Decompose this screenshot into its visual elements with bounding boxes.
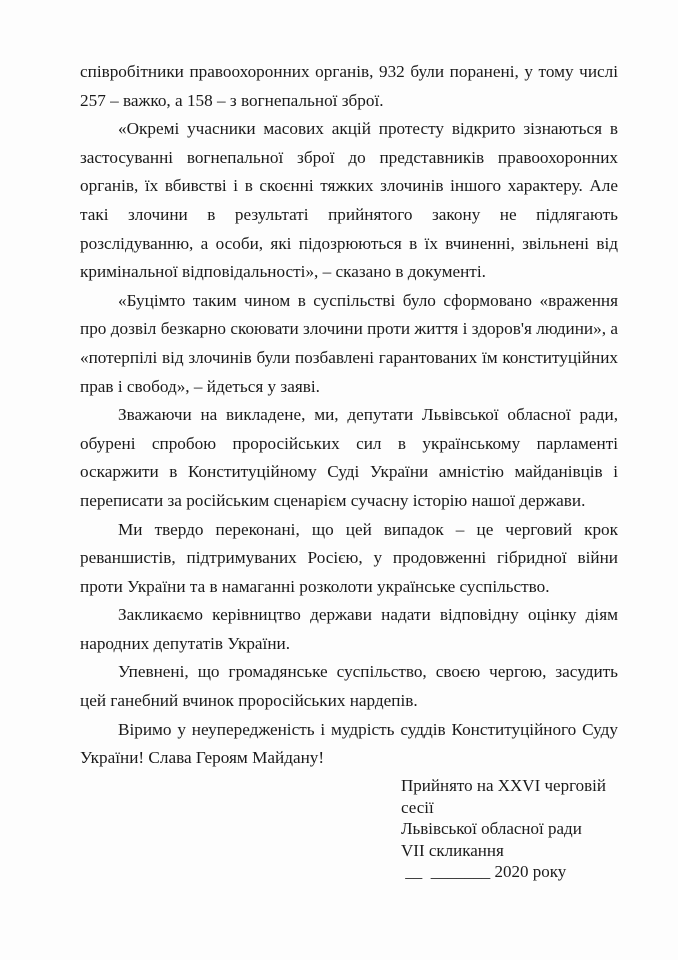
signature-line-convocation: VII скликання <box>401 840 504 860</box>
paragraph-impunity-quote: «Буцімто таким чином в суспільстві було сформовано «враження про дозвіл безкарно скоювати злочини проти життя і здоров'я людини», а «потерпілі від злочинів були позбавлені гарантованих їм конституційних прав і свобод», – йдеться у заяві. <box>80 290 618 396</box>
paragraph-conviction: Ми твердо переконані, що цей випадок – це черговий крок реваншистів, підтримуваних Росією, у продовженні гібридної війни проти України та в намаганні розколоти українське суспільство. <box>80 519 618 596</box>
adoption-signature-block <box>401 775 606 883</box>
paragraph-casualties: співробітники правоохоронних органів, 932 були поранені, у тому числі 257 – важко, а 158 – з вогнепальної зброї. <box>80 62 618 110</box>
signature-line-date: __ _______ 2020 року <box>401 862 567 881</box>
paragraph-appeal: Закликаємо керівництво держави надати відповідну оцінку діям народних депутатів України. <box>80 605 618 653</box>
signature-line-council: Львівської обласної ради <box>401 819 582 838</box>
paragraph-deputies-statement: Зважаючи на викладене, ми, депутати Львівської обласної ради, обурені спробою проросійських сил в українському парламенті оскаржити в Конституційному Суді України амністію майданівців і переписати за російським сценарієм сучасну історію нашої держави. <box>80 405 618 510</box>
paragraph-closing: Віримо у неупередженість і мудрість суддів Конституційного Суду України! Слава Героям Майдану! <box>80 719 618 768</box>
paragraph-civil-society: Упевнені, що громадянське суспільство, своєю чергою, засудить цей ганебний вчинок проросійських нардепів. <box>80 662 618 711</box>
signature-line-session-word: сесії <box>401 797 434 817</box>
signature-line-session: Прийнято на XXVI черговій <box>401 776 606 795</box>
document-body <box>80 58 618 773</box>
paragraph-protesters-quote: «Окремі учасники масових акцій протесту відкрито зізнаються в застосуванні вогнепальної зброї до представників правоохоронних органів, їх вбивстві і в скоєнні тяжких злочинів іншого характеру. Але такі злочини в результаті прийнятого закону не підлягають розслідуванню, а особи, які підозрюються в їх вчиненні, звільнені від кримінальної відповідальності», – сказано в документі. <box>80 119 618 282</box>
